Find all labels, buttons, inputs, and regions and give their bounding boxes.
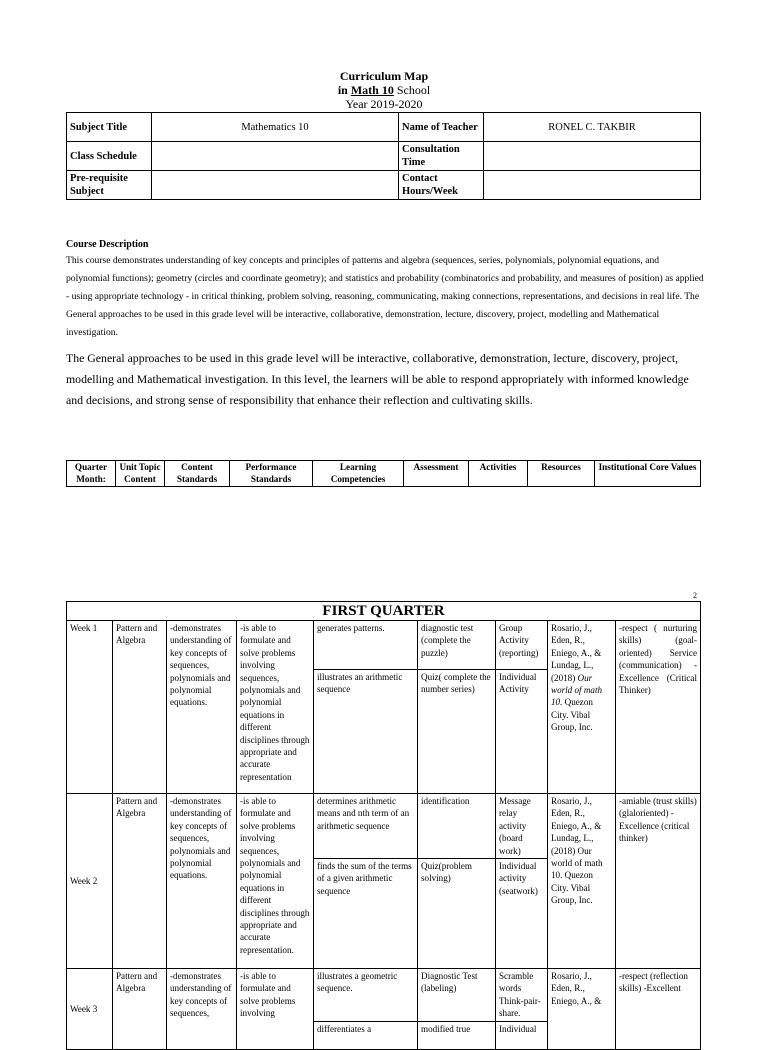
resources-cell: Rosario, J., Eden, R., Eniego, A., & [548,969,616,1050]
contact-hours-value [484,171,701,200]
teacher-label: Name of Teacher [399,113,484,142]
topic-cell: Pattern and Algebra [113,969,167,1050]
col-activities: Activities [469,461,528,487]
core-values-cell: -respect ( nurturing skills) (goal-oriented) Service (communication) -Excellence (Critical Thinker) [616,621,701,794]
col-resources: Resources [528,461,595,487]
resources-book-title: Our world of math 10. [551,672,603,708]
activity-cell: Individual [496,1021,548,1049]
activity-cell: Scramble words Think-pair-share. [496,969,548,1021]
course-description-cont [66,348,704,411]
performance-standards-cell: -is able to formulate and solve problems involving [237,969,314,1050]
week-label: Week 3 [67,969,113,1050]
column-header-table [66,460,701,487]
competency-cell: illustrates an arithmetic sequence [314,669,418,793]
assessment-cell: identification [418,794,496,859]
col-learning-competencies: Learning Competencies [313,461,404,487]
prereq-label: Pre-requisite Subject [67,171,152,200]
title-subject: Math 10 [350,83,394,97]
col-quarter: Quarter Month: [67,461,116,487]
content-standards-cell: -demonstrates understanding of key concepts of sequences, polynomials and polynomial equations. [167,621,237,794]
title-suffix: School [396,83,431,97]
competency-cell: determines arithmetic means and nth term of an arithmetic sequence [314,794,418,859]
core-values-cell: -respect (reflection skills) -Excellent [616,969,701,1050]
competency-cell: generates patterns. [314,621,418,669]
col-content-standards: Content Standards [165,461,230,487]
assessment-cell: modified true [418,1021,496,1049]
consultation-value [484,142,701,171]
split-cells [314,621,548,794]
table-row [67,794,701,969]
competency-cell: illustrates a geometric sequence. [314,969,418,1021]
course-description [66,238,704,342]
subject-title-value: Mathematics 10 [152,113,399,142]
assessment-cell: Quiz( complete the number series) [418,669,496,793]
document-title [0,69,768,111]
assessment-cell: Quiz(problem solving) [418,859,496,968]
split-cells [314,794,548,969]
resources-publisher: Quezon City. Vibal Group, Inc. [551,697,593,733]
col-topic: Unit Topic Content [116,461,165,487]
split-cells [314,969,548,1050]
course-description-heading: Course Description [66,239,149,250]
content-standards-cell: -demonstrates understanding of key concepts of sequences, [167,969,237,1050]
activity-cell: Message relay activity (board work) [496,794,548,859]
topic-cell: Pattern and Algebra [113,621,167,794]
col-performance-standards: Performance Standards [230,461,313,487]
performance-standards-cell: -is able to formulate and solve problems involving sequences, polynomials and polynomial equations in different disciplines through appropriate and accurate representation. [237,794,314,969]
resources-cell [548,621,616,794]
activity-cell: Group Activity (reporting) [496,621,548,669]
resources-cell: Rosario, J., Eden, R., Eniego, A., & Lundag, L., (2018) Our world of math 10. Quezon City. Vibal Group, Inc. [548,794,616,969]
assessment-cell: diagnostic test (complete the puzzle) [418,621,496,669]
content-standards-cell: -demonstrates understanding of key concepts of sequences, polynomials and polynomial equations. [167,794,237,969]
teacher-value: RONEL C. TAKBIR [484,113,701,142]
course-description-part2: The General approaches to be used in this grade level will be interactive, collaborative, demonstration, lecture, discovery, project, modelling and Mathematical investigation. In this level, the learners will be able to respond appropriately with informed knowledge and decisions, and strong sense of responsibility that enhance their reflection and cultivating skills. [66,351,689,407]
quarter-title: FIRST QUARTER [67,602,701,621]
col-core-values: Institutional Core Values [595,461,701,487]
prereq-value [152,171,399,200]
competency-cell: differentiates a [314,1021,418,1049]
table-row [67,969,701,1050]
col-assessment: Assessment [404,461,469,487]
page-number: 2 [693,591,697,600]
week-label: Week 2 [67,794,113,969]
course-description-part1: This course demonstrates understanding of key concepts and principles of patterns and algebra (sequences, series, polynomials, polynomial equations, and polynomial functions); geometry (circles and coordinate geometry); and statistics and probability (combinatorics and probability, and measures of position) as applied - using appropriate technology - in critical thinking, problem solving, reasoning, communicating, making connections, representations, and decisions in real life. The General approaches to be used in this grade level will be interactive, collaborative, demonstration, lecture, discovery, project, modelling and Mathematical investigation. [66,255,704,338]
course-info-table [66,112,701,200]
contact-hours-label: Contact Hours/Week [399,171,484,200]
class-schedule-value [152,142,399,171]
resources-authors: Rosario, J., Eden, R., Eniego, A., & Lundag, L., (2018) [551,623,602,683]
table-row [67,621,701,794]
activity-cell: Individual Activity [496,669,548,793]
topic-cell: Pattern and Algebra [113,794,167,969]
activity-cell: Individual activity (seatwork) [496,859,548,968]
title-year: Year 2019-2020 [345,97,423,111]
core-values-cell: -amiable (trust skills) (glaloriented) - Excellence (critical thinker) [616,794,701,969]
week-label: Week 1 [67,621,113,794]
title-prefix: in [337,83,348,97]
consultation-label: Consultation Time [399,142,484,171]
class-schedule-label: Class Schedule [67,142,152,171]
subject-title-label: Subject Title [67,113,152,142]
title-line-1: Curriculum Map [339,69,429,83]
competency-cell: finds the sum of the terms of a given arithmetic sequence [314,859,418,968]
curriculum-table [66,601,701,1050]
assessment-cell: Diagnostic Test (labeling) [418,969,496,1021]
performance-standards-cell: -is able to formulate and solve problems involving sequences, polynomials and polynomial equations in different disciplines through appropriate and accurate representation [237,621,314,794]
